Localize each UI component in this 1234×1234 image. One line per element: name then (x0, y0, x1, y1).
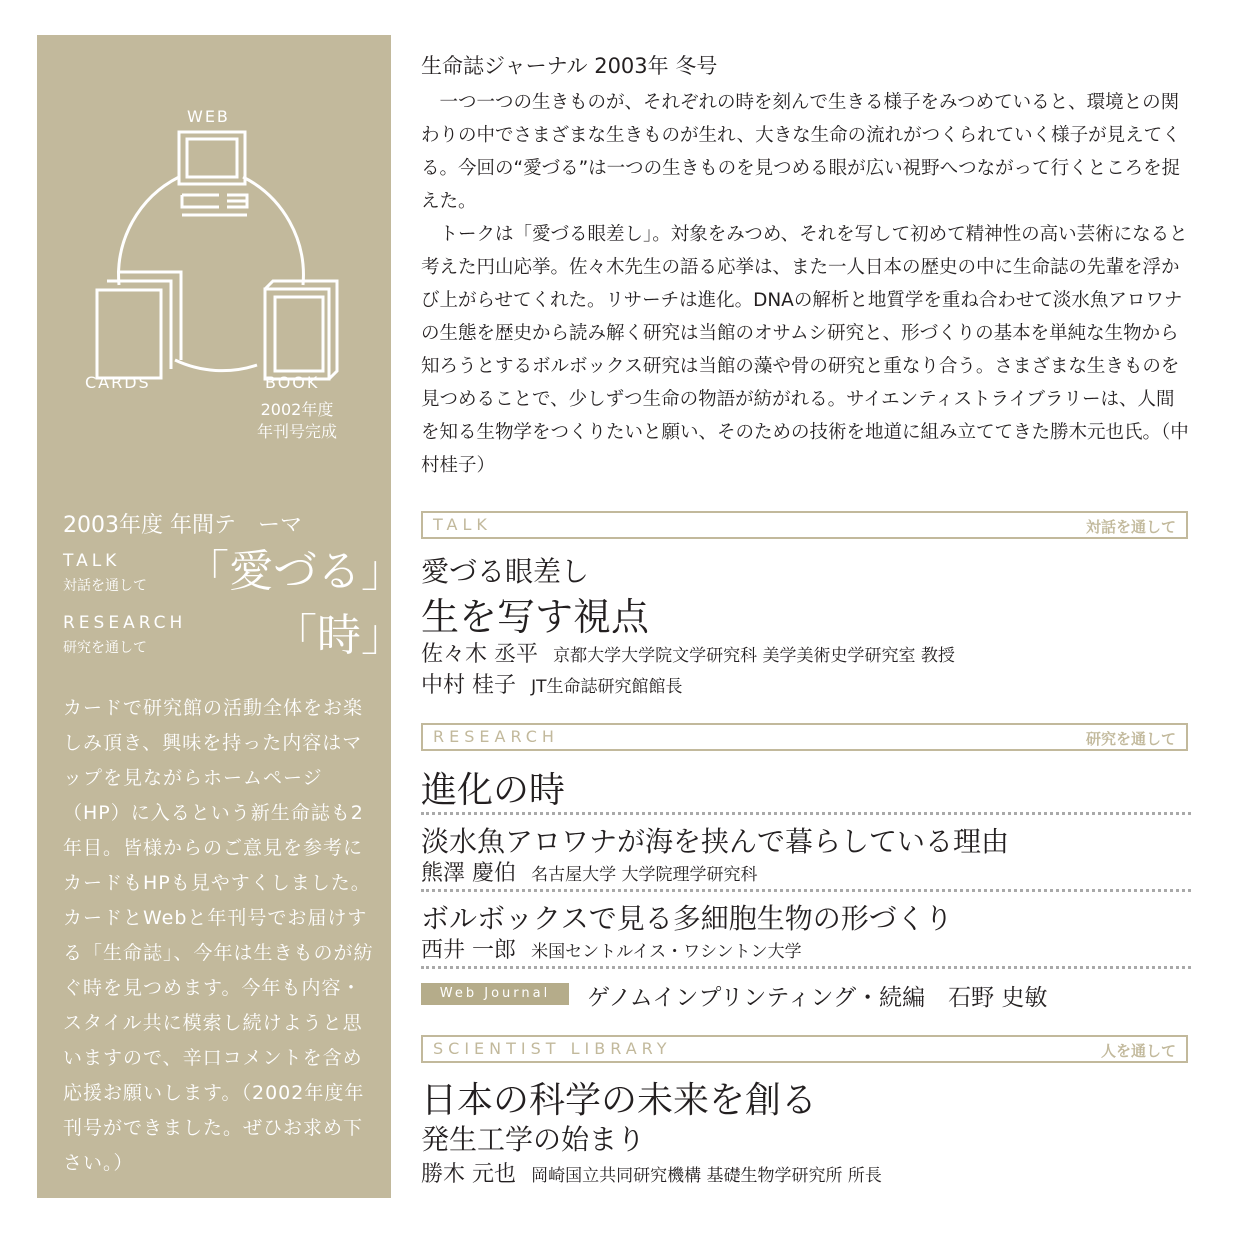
theme-research-en: RESEARCH (63, 613, 187, 633)
theme-talk-word: 「愛づる」 (185, 546, 405, 597)
talk-section-en: TALK (433, 515, 492, 534)
logo-cards-label: CARDS (85, 373, 151, 392)
research-item-1-name: 熊澤 慶伯 (421, 861, 516, 886)
web-journal-badge[interactable]: Web Journal (421, 983, 569, 1005)
divider-dotted (421, 889, 1191, 892)
intro-paragraph-1: 一つ一つの生きものが、それぞれの時を刻んで生きる様子をみつめていると、環境との関わりの中でさまざまな生きものが生れ、大きな生命の流れがつくられていく様子が見えてくる。今回の“愛づる”は一つの生きものを見つめる眼が広い視野へつながって行くところを捉えた。 (421, 92, 1181, 212)
logo-web-label: WEB (187, 107, 230, 126)
theme-talk-jp: 対話を通して (63, 578, 147, 594)
talk-person-1 (421, 637, 955, 668)
library-section-jp: 人を通して (1100, 1042, 1176, 1060)
divider-dotted (421, 966, 1191, 969)
intro-paragraph-2: トークは「愛づる眼差し」。対象をみつめ、それを写して初めて精神性の高い芸術になると考えた円山応挙。佐々木先生の語る応挙は、また一人日本の歴史の中に生命誌の先輩を浮かび上がらせてくれた。リサーチは進化。DNAの解析と地質学を重ね合わせて淡水魚アロワナの生態を歴史から読み解く研究は当館のオサムシ研究と、形づくりの基本を単純な生物から知ろうとするボルボックス研究は当館の藻や骨の研究と重なり合う。さまざまな生きものを見つめることで、少しずつ生命の物語が紡がれる。サイエンティストライブラリーは、人間を知る生物学をつくりたいと願い、そのための技術を地道に組み立ててきた勝木元也氏。（中村桂子） (421, 224, 1189, 476)
talk-person-1-name: 佐々木 丞平 (421, 642, 538, 667)
library-subtitle[interactable]: 発生工学の始まり (421, 1123, 646, 1156)
talk-section-jp: 対話を通して (1085, 518, 1176, 536)
logo-book-label: BOOK (265, 373, 320, 392)
research-section-en: RESEARCH (433, 727, 559, 746)
talk-person-2 (421, 668, 683, 699)
logo-year-label (237, 399, 357, 443)
research-item-2-name: 西井 一郎 (421, 938, 516, 963)
talk-person-2-name: 中村 桂子 (421, 673, 516, 698)
talk-subtitle[interactable]: 愛づる眼差し (421, 555, 590, 588)
logo-year-line1: 2002年度 (260, 400, 334, 419)
research-item-1-person (421, 856, 758, 887)
research-item-1-title[interactable]: 淡水魚アロワナが海を挟んで暮らしている理由 (421, 825, 1010, 858)
library-person-name: 勝木 元也 (421, 1162, 516, 1187)
research-section-bar (421, 723, 1188, 751)
divider-dotted (421, 812, 1191, 815)
research-item-1-affil: 名古屋大学 大学院理学研究科 (531, 865, 758, 885)
library-person-affil: 岡崎国立共同研究機構 基礎生物学研究所 所長 (531, 1166, 882, 1186)
research-item-2-affil: 米国セントルイス・ワシントン大学 (531, 942, 802, 962)
library-section-en: SCIENTIST LIBRARY (433, 1039, 672, 1058)
research-item-2-title[interactable]: ボルボックスで見る多細胞生物の形づくり (421, 902, 953, 935)
sidebar-paragraph: カードで研究館の活動全体をお楽しみ頂き、興味を持った内容はマップを見ながらホームページ（HP）に入るという新生命誌も2年目。皆様からのご意見を参考にカードもHPも見やすくしました。カードとWebと年刊号でお届けする「生命誌」、今年は生きものが紡ぐ時を見つめます。今年も内容・スタイル共に模索し続けようと思いますので、辛口コメントを含め応援お願いします。（2002年度年刊号ができました。ぜひお求め下さい。） (63, 697, 374, 1174)
research-section-jp: 研究を通して (1085, 730, 1176, 748)
theme-research-word: 「時」 (273, 610, 405, 661)
logo-year-line2: 年刊号完成 (256, 422, 337, 441)
talk-section-bar (421, 511, 1188, 539)
journal-title: 生命誌ジャーナル 2003年 冬号 (421, 54, 718, 78)
web-journal-link[interactable]: ゲノムインプリンティング・続編 石野 史敏 (587, 985, 1048, 1011)
library-section-bar (421, 1035, 1188, 1063)
talk-person-1-affil: 京都大学大学院文学研究科 美学美術史学研究室 教授 (553, 646, 955, 666)
theme-heading: 2003年度 年間テ ーマ (63, 513, 302, 538)
theme-talk-en: TALK (63, 551, 121, 571)
talk-person-2-affil: JT生命誌研究館館長 (531, 677, 683, 697)
library-title[interactable]: 日本の科学の未来を創る (421, 1080, 818, 1121)
library-person (421, 1157, 882, 1188)
sidebar (37, 35, 405, 1198)
theme-research-jp: 研究を通して (63, 640, 147, 656)
intro-text (421, 86, 1191, 482)
research-item-2-person (421, 933, 802, 964)
research-title[interactable]: 進化の時 (421, 770, 566, 811)
talk-title[interactable]: 生を写す視点 (421, 595, 650, 639)
